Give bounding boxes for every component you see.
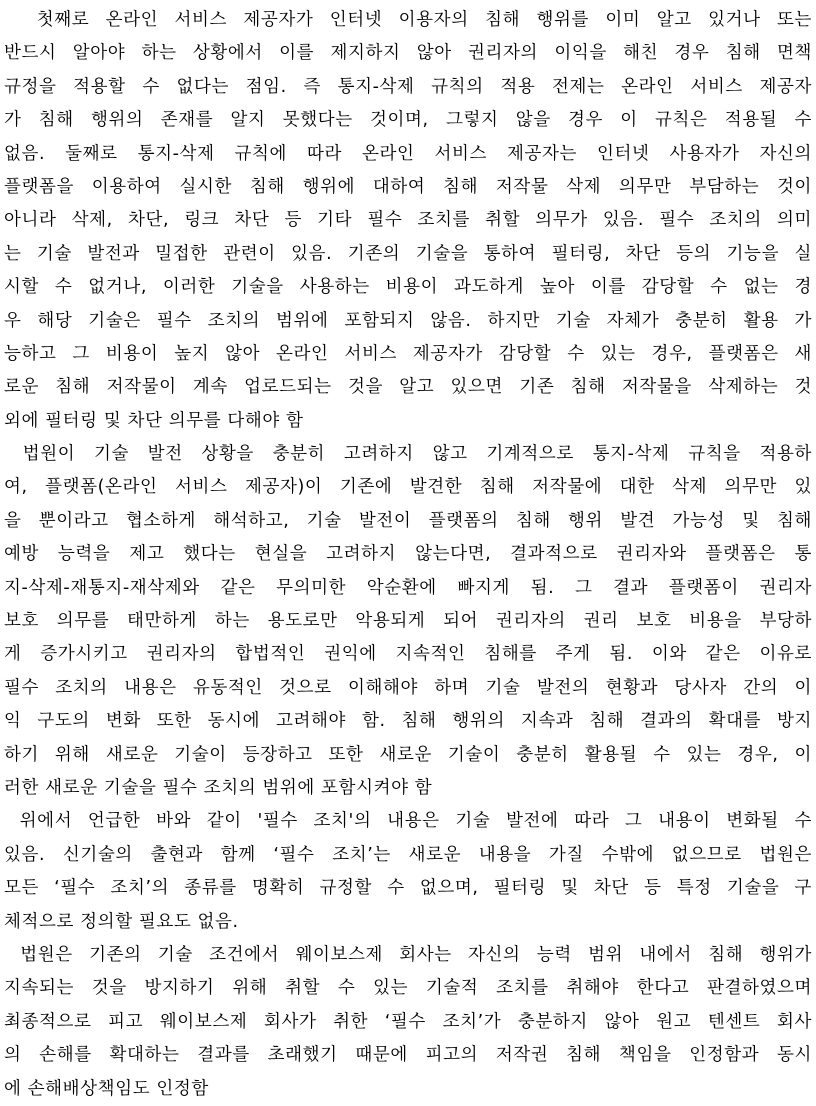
text-line: 법원이 기술 발전 상황을 충분히 고려하지 않고 기계적으로 통지-삭제 규칙을 적용하 (4, 444, 812, 465)
text-line: 능하고 그 비용이 높지 않아 온라인 서비스 제공자가 감당할 수 있는 경우, 플랫폼은 새 (4, 343, 812, 364)
text-line: 규정을 적용할 수 없다는 점임. 즉 통지-삭제 규칙의 적용 전제는 온라인 서비스 제공자 (4, 76, 812, 97)
text-line: 로운 침해 저작물이 계속 업로드되는 것을 알고 있으면 기존 침해 저작물을 삭제하는 것 (4, 377, 812, 398)
text-line: 체적으로 정의할 필요도 없음. (4, 911, 239, 932)
document-page (4, 4, 812, 1106)
paragraph-2 (4, 438, 812, 805)
text-line: 위에서 언급한 바와 같이 '필수 조치'의 내용은 기술 발전에 따라 그 내용이 변화될 수 (4, 811, 812, 832)
text-line: 러한 새로운 기술을 필수 조치의 범위에 포함시켜야 함 (4, 777, 433, 798)
text-line: 최종적으로 피고 웨이보스제 회사가 취한 ‘필수 조치’가 충분하지 않아 원고 텐센트 회사 (4, 1011, 812, 1032)
text-line: 는 기술 발전과 밀접한 관련이 있음. 기존의 기술을 통하여 필터링, 차단 등의 기능을 실 (4, 243, 812, 264)
text-line: 지속되는 것을 방지하기 위해 취할 수 있는 기술적 조치를 취해야 한다고 판결하였으며 (4, 978, 812, 999)
text-line: 익 구도의 변화 또한 동시에 고려해야 함. 침해 행위의 지속과 침해 결과의 확대를 방지 (4, 711, 812, 732)
text-line: 법원은 기존의 기술 조건에서 웨이보스제 회사는 자신의 능력 범위 내에서 침해 행위가 (4, 944, 812, 965)
text-line: 을 뿐이라고 협소하게 해석하고, 기술 발전이 플랫폼의 침해 행위 발견 가능성 및 침해 (4, 510, 812, 531)
text-line: 플랫폼을 이용하여 실시한 침해 행위에 대하여 침해 저작물 삭제 의무만 부담하는 것이 (4, 176, 812, 197)
text-line: 의 손해를 확대하는 결과를 초래했기 때문에 피고의 저작권 침해 책임을 인정함과 동시 (4, 1045, 812, 1066)
text-line: 여, 플랫폼(온라인 서비스 제공자)이 기존에 발견한 침해 저작물에 대한 삭제 의무만 있 (4, 477, 812, 498)
text-line: 우 해당 기술은 필수 조치의 범위에 포함되지 않음. 하지만 기술 자체가 충분히 활용 가 (4, 310, 812, 331)
text-line: 지-삭제-재통지-재삭제와 같은 무의미한 악순환에 빠지게 됨. 그 결과 플랫폼이 권리자 (4, 577, 812, 598)
text-line: 필수 조치의 내용은 유동적인 것으로 이해해야 하며 기술 발전의 현황과 당사자 간의 이 (4, 677, 812, 698)
text-line: 보호 의무를 태만하게 하는 용도로만 악용되게 되어 권리자의 권리 보호 비용을 부당하 (4, 611, 812, 632)
text-line: 예방 능력을 제고 했다는 현실을 고려하지 않는다면, 결과적으로 권리자와 플랫폼은 통 (4, 544, 812, 565)
paragraph-3 (4, 805, 812, 939)
text-line: 있음. 신기술의 출현과 함께 ‘필수 조치’는 새로운 내용을 가질 수밖에 없으므로 법원은 (4, 844, 812, 865)
text-line: 가 침해 행위의 존재를 알지 못했다는 것이며, 그렇지 않을 경우 이 규칙은 적용될 수 (4, 110, 812, 131)
text-line: 모든 ‘필수 조치’의 종류를 명확히 규정할 수 없으며, 필터링 및 차단 등 특정 기술을 구 (4, 878, 812, 899)
text-line: 반드시 알아야 하는 상황에서 이를 제지하지 않아 권리자의 이익을 해친 경우 침해 면책 (4, 43, 812, 64)
text-line: 없음. 둘째로 통지-삭제 규칙에 따라 온라인 서비스 제공자는 인터넷 사용자가 자신의 (4, 143, 812, 164)
text-line: 에 손해배상책임도 인정함 (4, 1078, 209, 1099)
text-line: 첫째로 온라인 서비스 제공자가 인터넷 이용자의 침해 행위를 이미 알고 있거나 또는 (4, 10, 812, 30)
text-line: 외에 필터링 및 차단 의무를 다해야 함 (4, 410, 304, 431)
text-line: 하기 위해 새로운 기술이 등장하고 또한 새로운 기술이 충분히 활용될 수 있는 경우, 이 (4, 744, 812, 765)
text-line: 시할 수 없거나, 이러한 기술을 사용하는 비용이 과도하게 높아 이를 감당할 수 없는 경 (4, 277, 812, 298)
text-line: 아니라 삭제, 차단, 링크 차단 등 기타 필수 조치를 취할 의무가 있음. 필수 조치의 의미 (4, 210, 812, 231)
paragraph-4 (4, 939, 812, 1106)
paragraph-1 (4, 4, 812, 438)
text-line: 게 증가시키고 권리자의 합법적인 권익에 지속적인 침해를 주게 됨. 이와 같은 이유로 (4, 644, 812, 665)
